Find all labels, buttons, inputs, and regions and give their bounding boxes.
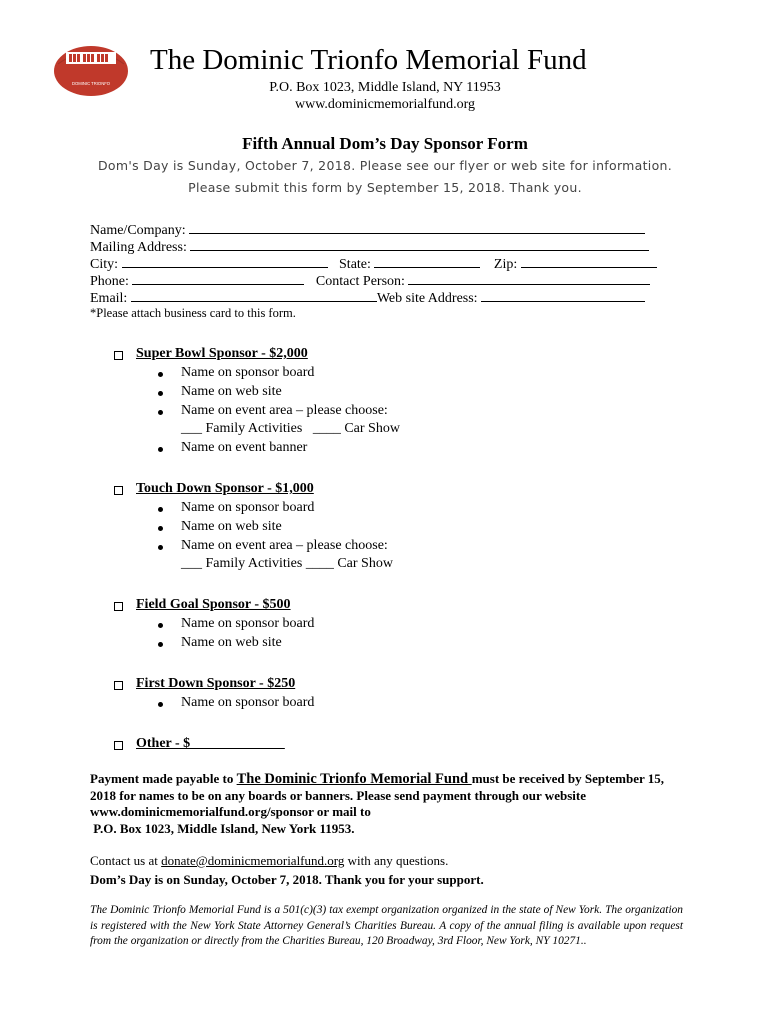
zip-field[interactable] (521, 254, 657, 268)
form-title: Fifth Annual Dom’s Day Sponsor Form (242, 134, 528, 153)
benefit-item: Name on sponsor board (181, 365, 315, 380)
bullet (158, 526, 163, 531)
phone-field[interactable] (132, 271, 304, 285)
city-label: City: (90, 257, 119, 272)
touch-down-title: Touch Down Sponsor - $1,000 (136, 481, 314, 496)
fund-name: The Dominic Trionfo Memorial Fund (236, 771, 472, 787)
benefit-item: Name on sponsor board (181, 616, 315, 631)
other-checkbox[interactable] (114, 741, 123, 750)
benefit-item: Name on web site (181, 519, 282, 534)
super-bowl-title: Super Bowl Sponsor - $2,000 (136, 346, 308, 361)
field-goal-checkbox[interactable] (114, 602, 123, 611)
mailing-address-field[interactable] (190, 237, 649, 251)
bullet (158, 447, 163, 452)
payment-rest: must be received by September 15, 2018 for names to be on any boards or banners. Please send payment through our website www.dominicmemorialfund.org/sponsor or mail to (90, 771, 665, 819)
form-subtitle-2: Please submit this form by September 15, 2018. Thank you. (188, 180, 582, 195)
mailing-address-row (90, 237, 649, 254)
other-amount-field[interactable]: Other - $ _____________ (136, 736, 285, 751)
website-line: www.dominicmemorialfund.org (294, 97, 476, 112)
city-field[interactable] (122, 254, 328, 268)
name-company-field[interactable] (189, 220, 645, 234)
logo-text: DOMINIC TRIONFO (71, 81, 111, 86)
benefit-item: Name on event area – please choose: (181, 538, 388, 553)
contact-email-link[interactable]: donate@dominicmemorialfund.org (161, 853, 345, 868)
super-bowl-checkbox[interactable] (114, 351, 123, 360)
contact-suffix: with any questions. (344, 853, 449, 868)
page-title: The Dominic Trionfo Memorial Fund (150, 44, 587, 76)
payment-prefix: Payment made payable to (90, 771, 237, 786)
mailing-address-label: Mailing Address: (90, 240, 187, 255)
first-down-title: First Down Sponsor - $250 (136, 676, 296, 691)
contact-prefix: Contact us at (90, 853, 162, 868)
contact-line (90, 853, 448, 869)
first-down-checkbox[interactable] (114, 681, 123, 690)
email-label: Email: (90, 291, 128, 306)
bullet (158, 623, 163, 628)
attach-note: *Please attach business card to this form. (90, 306, 296, 320)
event-area-choice[interactable]: ___ Family Activities ____ Car Show (181, 556, 393, 571)
bullet (158, 410, 163, 415)
benefit-item: Name on event banner (181, 440, 308, 455)
name-company-row (90, 220, 645, 237)
touch-down-checkbox[interactable] (114, 486, 123, 495)
tax-disclaimer: The Dominic Trionfo Memorial Fund is a 501(c)(3) tax exempt organization organized in the state of New York. The organization is registered with the New York State Attorney General’s Charities Bureau. A copy of the annual filing is available upon request from the organization or directly from the Charities Bureau, 120 Broadway, 3rd Floor, New York, NY 10271.. (90, 904, 683, 947)
field-goal-title: Field Goal Sponsor - $500 (136, 597, 291, 612)
form-subtitle-1: Dom's Day is Sunday, October 7, 2018. Please see our flyer or web site for information. (97, 158, 673, 173)
name-company-label: Name/Company: (90, 223, 186, 238)
bullet (158, 507, 163, 512)
city-state-zip-row (90, 254, 657, 271)
event-area-choice[interactable]: ___ Family Activities ____ Car Show (181, 421, 400, 436)
bullet (158, 702, 163, 707)
benefit-item: Name on web site (181, 635, 282, 650)
contact-person-label: Contact Person: (315, 274, 405, 289)
website-label: Web site Address: (376, 291, 478, 306)
contact-person-field[interactable] (408, 271, 650, 285)
mailing-address: P.O. Box 1023, Middle Island, New York 11953. (93, 820, 355, 836)
benefit-item: Name on event area – please choose: (181, 403, 388, 418)
bullet (158, 391, 163, 396)
email-website-row (90, 288, 645, 305)
closing-line: Dom’s Day is on Sunday, October 7, 2018. Thank you for your support. (90, 872, 484, 887)
benefit-item: Name on web site (181, 384, 282, 399)
bullet (158, 642, 163, 647)
bullet (158, 372, 163, 377)
phone-contact-row (90, 271, 650, 288)
bullet (158, 545, 163, 550)
state-field[interactable] (374, 254, 480, 268)
benefit-item: Name on sponsor board (181, 500, 315, 515)
payment-instructions (90, 771, 690, 837)
state-label: State: (339, 257, 371, 272)
zip-label: Zip: (493, 257, 518, 272)
website-field[interactable] (481, 288, 645, 302)
address-line: P.O. Box 1023, Middle Island, NY 11953 (269, 80, 501, 95)
email-field[interactable] (131, 288, 377, 302)
phone-label: Phone: (90, 274, 129, 289)
benefit-item: Name on sponsor board (181, 695, 315, 710)
